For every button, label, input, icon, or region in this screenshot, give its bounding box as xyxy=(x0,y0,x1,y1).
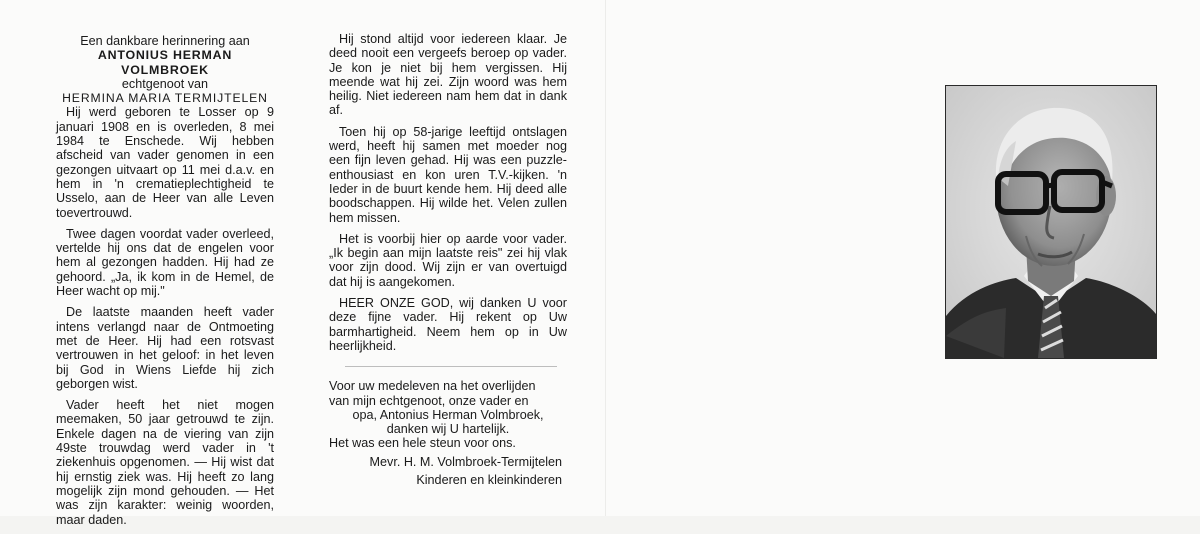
middle-column xyxy=(329,32,567,487)
ack-line: opa, Antonius Herman Volmbroek, xyxy=(352,407,544,422)
left-column xyxy=(56,34,274,534)
family-signature: Kinderen en kleinkinderen xyxy=(416,473,562,488)
portrait-photo xyxy=(945,85,1157,359)
acknowledgement-block xyxy=(329,379,567,487)
prayer-paragraph: HEER ONZE GOD, wij danken U voor deze fijne vader. Hij rekent op Uw barmhartigheid. Neem hem op in Uw heerlijkheid. xyxy=(329,296,567,353)
ack-line: danken wij U hartelijk. xyxy=(386,422,510,437)
divider-line xyxy=(345,366,557,367)
ack-line: van mijn echtgenoot, onze vader en xyxy=(329,393,529,408)
left-paragraph: Vader heeft het niet mogen meemaken, 50 jaar getrouwd te zijn. Enkele dagen na de viering van zijn 49ste trouwdag werd vader in 't ziekenhuis opgenomen. — Hij wist dat hij ernstig ziek was. Hij heeft zo lang mogelijk zijn mond gehouden. — Het was zijn karakter: weinig woorden, maar daden. xyxy=(56,398,274,527)
relation-label: echtgenoot van xyxy=(121,76,209,91)
signature: Mevr. H. M. Volmbroek-Termijtelen xyxy=(369,454,562,469)
left-paragraph: Hij werd geboren te Losser op 9 januari 1908 en is overleden, 8 mei 1984 te Enschede. Wij hebben afscheid van vader genomen in een gezongen uitvaart op 11 mei d.a.v. en hem in 'n crematieplechtigheid te Usselo, aan de Heer van alle Leven toevertrouwd. xyxy=(56,105,274,220)
left-paragraph: De laatste maanden heeft vader intens verlangd naar de Ontmoeting met de Heer. Hij had een rotsvast vertrouwen in het geloof: in het leven bij God in Wiens Liefde hij zich geborgen wist. xyxy=(56,305,274,391)
left-paragraph: Twee dagen voordat vader overleed, vertelde hij ons dat de engelen voor hem al gezongen hadden. Hij had ze gehoord. „Ja, ik kom in de Hemel, de Heer wacht op mij." xyxy=(56,226,274,299)
middle-paragraph: Hij stond altijd voor iedereen klaar. Je deed nooit een vergeefs beroep op vader. Je kon je niet bij hem vergissen. Hij meende wat hij zei. Zijn woord was hem heilig. Niet iedereen nam hem dat in dank af. xyxy=(329,32,567,118)
deceased-name: ANTONIUS HERMAN VOLMBROEK xyxy=(97,48,233,77)
spouse-name: HERMINA MARIA TERMIJTELEN xyxy=(62,91,268,106)
portrait-illustration xyxy=(946,86,1156,358)
header-intro: Een dankbare herinnering aan xyxy=(80,34,250,48)
middle-paragraph: Het is voorbij hier op aarde voor vader. „Ik begin aan mijn laatste reis" zei hij vlak voor zijn dood. Wij zijn er van overtuigd dat hij is aangekomen. xyxy=(329,231,567,289)
card-fold-line xyxy=(605,0,606,516)
ack-line: Voor uw medeleven na het overlijden xyxy=(329,379,536,394)
ack-line: Het was een hele steun voor ons. xyxy=(329,436,516,451)
middle-paragraph: Toen hij op 58-jarige leeftijd ontslagen werd, heeft hij samen met moeder nog een fijn leven gehad. Hij was een puzzle-enthousiast en kon uren T.V.-kijken. 'n Ieder in de buurt kende hem. Hij deed alle boodschappen. Hij wilde het. Velen zullen hem missen. xyxy=(329,124,567,225)
